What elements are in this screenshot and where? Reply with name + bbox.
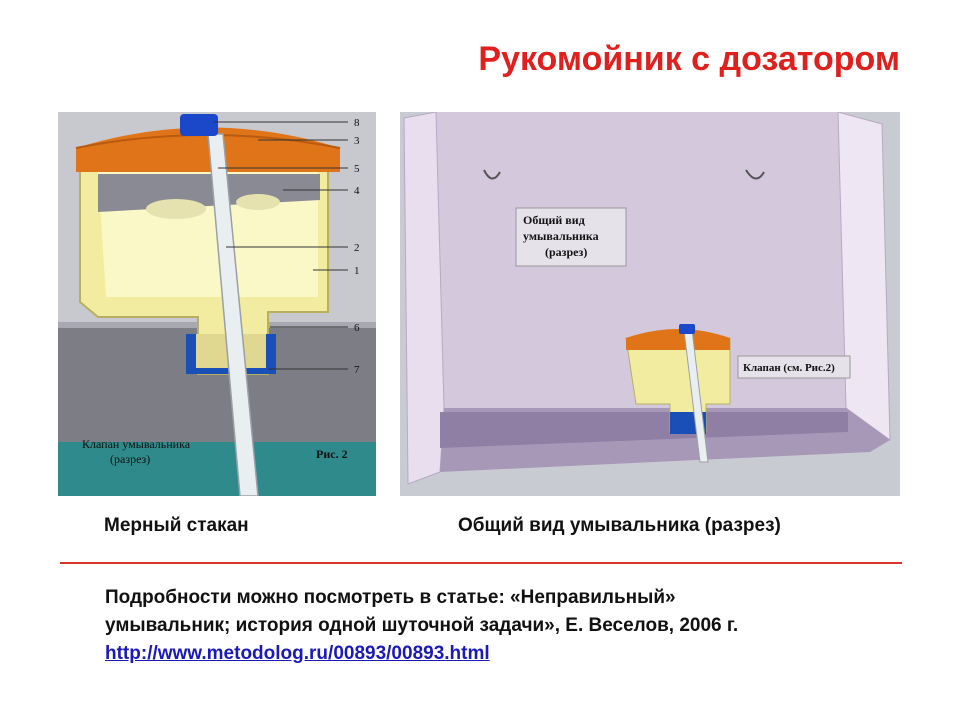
figure-number: Рис. 2 bbox=[316, 447, 348, 461]
callout-3: 3 bbox=[354, 135, 360, 147]
callout-7: 7 bbox=[354, 364, 360, 376]
measuring-cup-diagram bbox=[58, 112, 376, 496]
callout-8: 8 bbox=[354, 117, 360, 129]
reference-link[interactable]: http://www.metodolog.ru/00893/00893.html bbox=[105, 643, 490, 664]
caption-general-view: Общий вид умывальника (разрез) bbox=[458, 515, 781, 536]
general-view-label-line2: умывальника bbox=[523, 229, 599, 243]
callout-5: 5 bbox=[354, 163, 360, 175]
caption-measuring-cup: Мерный стакан bbox=[104, 515, 249, 536]
callout-6: 6 bbox=[354, 322, 360, 334]
valve-label-line1: Клапан умывальника bbox=[82, 437, 191, 451]
callout-1: 1 bbox=[354, 265, 360, 277]
callout-2: 2 bbox=[354, 242, 360, 254]
reference-block bbox=[105, 584, 905, 668]
washbasin-diagram bbox=[400, 112, 900, 496]
reference-line-1: Подробности можно посмотреть в статье: «Неправильный» bbox=[105, 587, 676, 608]
valve-reference-label: Клапан (см. Рис.2) bbox=[743, 362, 835, 374]
callout-4: 4 bbox=[354, 185, 360, 197]
divider-line bbox=[60, 562, 902, 564]
general-view-label-line3: (разрез) bbox=[545, 245, 588, 259]
general-view-label-line1: Общий вид bbox=[523, 213, 585, 227]
reference-line-2: умывальник; история одной шуточной задачи», Е. Веселов, 2006 г. bbox=[105, 615, 739, 636]
valve-label-line2: (разрез) bbox=[110, 452, 151, 466]
slide-title: Рукомойник с дозатором bbox=[478, 40, 900, 78]
